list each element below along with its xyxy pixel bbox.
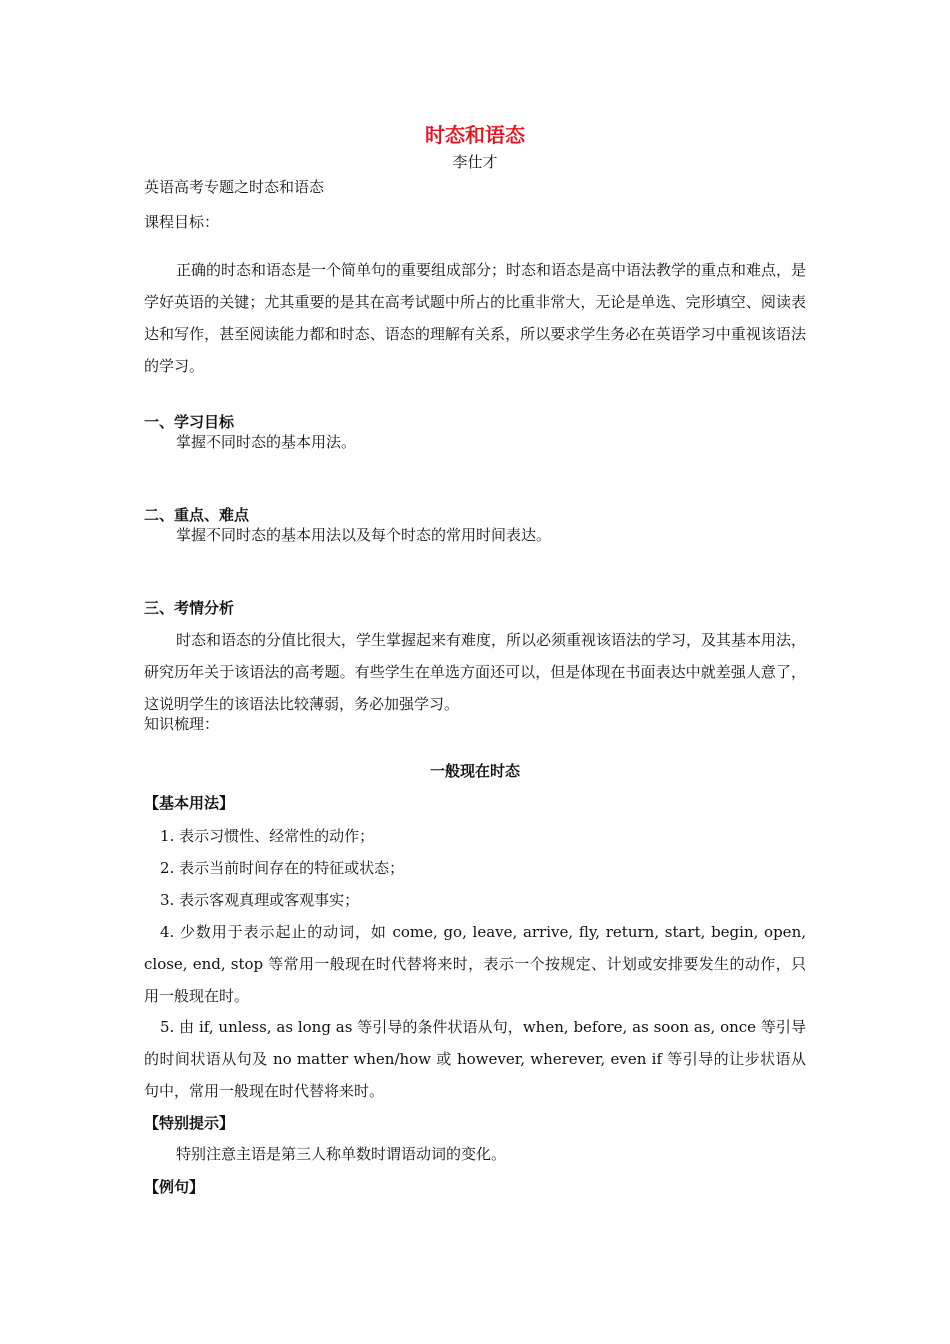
usage-item: 5. 由 if, unless, as long as 等引导的条件状语从句，when, before, as soon as, once 等引导的时间状语从句及 no matter when/how 或 however, wherever, even if 等引导的让步状语从句中，常用一般现在时代替将来时。 xyxy=(144,1018,806,1100)
section-heading-goals: 一、学习目标 xyxy=(144,413,235,431)
usage-item: 2. 表示当前时间存在的特征或状态； xyxy=(160,859,405,877)
usage-item: 4. 少数用于表示起止的动词，如 come, go, leave, arrive, fly, return, start, begin, open, close, end, stop 等常用一般现在时代替将来时，表示一个按规定、计划或安排要发生的动作，只用一般现在时。 xyxy=(144,923,806,1005)
subtitle: 英语高考专题之时态和语态 xyxy=(144,178,325,196)
section-body-goals: 掌握不同时态的基本用法。 xyxy=(176,433,357,451)
tense-heading: 一般现在时态 xyxy=(429,762,520,780)
course-goal-label: 课程目标： xyxy=(144,213,220,231)
usage-item: 1. 表示习惯性、经常性的动作； xyxy=(160,827,375,845)
usage-item: 3. 表示客观真理或客观事实； xyxy=(160,891,360,909)
section-heading-analysis: 三、考情分析 xyxy=(144,599,235,617)
example-label: 【例句】 xyxy=(144,1178,205,1196)
intro-paragraph: 正确的时态和语态是一个简单句的重要组成部分；时态和语态是高中语法教学的重点和难点，是学好英语的关键；尤其重要的是其在高考试题中所占的比重非常大，无论是单选、完形填空、阅读表达和写作，甚至阅读能力都和时态、语态的理解有关系，所以要求学生务必在英语学习中重视该语法的学习。 xyxy=(144,261,807,375)
document-title: 时态和语态 xyxy=(425,123,525,147)
section-heading-key-points: 二、重点、难点 xyxy=(144,506,250,524)
special-tip: 特别注意主语是第三人称单数时谓语动词的变化。 xyxy=(176,1145,507,1163)
section-body-analysis: 时态和语态的分值比很大，学生掌握起来有难度，所以必须重视该语法的学习，及其基本用法，研究历年关于该语法的高考题。有些学生在单选方面还可以，但是体现在书面表达中就差强人意了，这说明学生的该语法比较薄弱，务必加强学习。 xyxy=(144,631,807,713)
special-tip-label: 【特别提示】 xyxy=(144,1114,235,1132)
knowledge-label: 知识梳理： xyxy=(144,715,220,733)
author: 李仕才 xyxy=(452,153,498,171)
section-body-key-points: 掌握不同时态的基本用法以及每个时态的常用时间表达。 xyxy=(176,526,552,544)
basic-usage-label: 【基本用法】 xyxy=(144,794,235,812)
